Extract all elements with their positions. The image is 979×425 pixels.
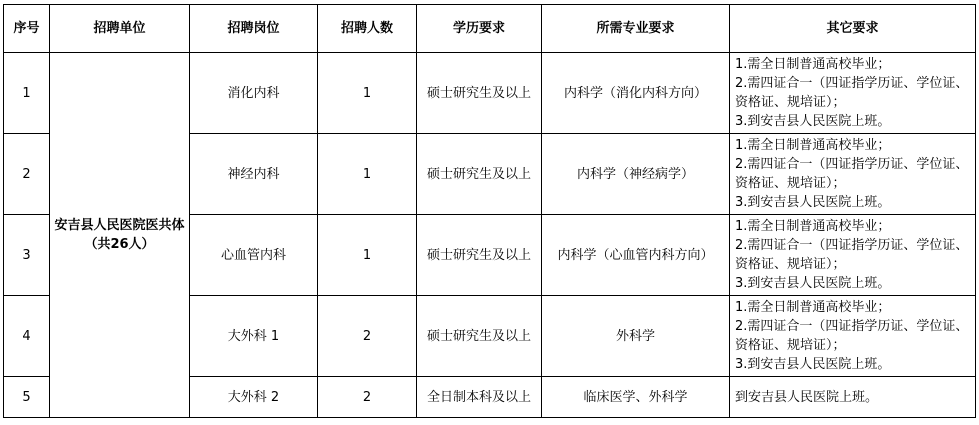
major-cell: 临床医学、外科学 bbox=[542, 377, 730, 418]
serial-cell: 3 bbox=[4, 215, 50, 296]
requirement-line: 2.需四证合一（四证指学历证、学位证、资格证、规培证）； bbox=[735, 238, 969, 272]
position-cell: 心血管内科 bbox=[190, 215, 318, 296]
col-header-unit: 招聘单位 bbox=[50, 5, 190, 53]
headcount-cell: 2 bbox=[318, 377, 417, 418]
serial-cell: 1 bbox=[4, 53, 50, 134]
serial-cell: 2 bbox=[4, 134, 50, 215]
requirement-line: 1.需全日制普通高校毕业； bbox=[735, 57, 891, 72]
requirement-line: 1.需全日制普通高校毕业； bbox=[735, 219, 891, 234]
requirement-line: 2.需四证合一（四证指学历证、学位证、资格证、规培证）； bbox=[735, 76, 969, 110]
education-cell: 硕士研究生及以上 bbox=[417, 296, 542, 377]
serial-cell: 5 bbox=[4, 377, 50, 418]
education-cell: 全日制本科及以上 bbox=[417, 377, 542, 418]
position-cell: 神经内科 bbox=[190, 134, 318, 215]
headcount-cell: 1 bbox=[318, 134, 417, 215]
requirement-line: 3.到安吉县人民医院上班。 bbox=[735, 276, 891, 291]
position-cell: 消化内科 bbox=[190, 53, 318, 134]
col-header-other: 其它要求 bbox=[730, 5, 976, 53]
col-header-major: 所需专业要求 bbox=[542, 5, 730, 53]
headcount-cell: 1 bbox=[318, 215, 417, 296]
requirement-line: 3.到安吉县人民医院上班。 bbox=[735, 114, 891, 129]
requirement-line: 2.需四证合一（四证指学历证、学位证、资格证、规培证）； bbox=[735, 319, 969, 353]
col-header-position: 招聘岗位 bbox=[190, 5, 318, 53]
col-header-serial: 序号 bbox=[4, 5, 50, 53]
major-cell: 内科学（神经病学） bbox=[542, 134, 730, 215]
requirement-line: 1.需全日制普通高校毕业； bbox=[735, 300, 891, 315]
requirements-cell bbox=[730, 377, 976, 418]
table-row bbox=[4, 53, 976, 134]
major-cell: 外科学 bbox=[542, 296, 730, 377]
headcount-cell: 2 bbox=[318, 296, 417, 377]
requirement-line: 到安吉县人民医院上班。 bbox=[735, 389, 879, 405]
position-cell: 大外科 1 bbox=[190, 296, 318, 377]
major-cell: 内科学（消化内科方向） bbox=[542, 53, 730, 134]
requirements-cell bbox=[730, 53, 976, 134]
headcount-cell: 1 bbox=[318, 53, 417, 134]
recruitment-table bbox=[3, 4, 976, 418]
education-cell: 硕士研究生及以上 bbox=[417, 53, 542, 134]
requirement-line: 1.需全日制普通高校毕业； bbox=[735, 138, 891, 153]
requirements-cell bbox=[730, 296, 976, 377]
major-cell: 内科学（心血管内科方向） bbox=[542, 215, 730, 296]
requirements-cell bbox=[730, 134, 976, 215]
serial-cell: 4 bbox=[4, 296, 50, 377]
education-cell: 硕士研究生及以上 bbox=[417, 215, 542, 296]
requirements-cell bbox=[730, 215, 976, 296]
position-cell: 大外科 2 bbox=[190, 377, 318, 418]
requirement-line: 3.到安吉县人民医院上班。 bbox=[735, 195, 891, 210]
col-header-headcount: 招聘人数 bbox=[318, 5, 417, 53]
header-row bbox=[4, 5, 976, 53]
col-header-education: 学历要求 bbox=[417, 5, 542, 53]
requirement-line: 2.需四证合一（四证指学历证、学位证、资格证、规培证）； bbox=[735, 157, 969, 191]
recruiting-unit-cell: 安吉县人民医院医共体（共26人） bbox=[50, 53, 190, 418]
requirement-line: 3.到安吉县人民医院上班。 bbox=[735, 357, 891, 372]
education-cell: 硕士研究生及以上 bbox=[417, 134, 542, 215]
